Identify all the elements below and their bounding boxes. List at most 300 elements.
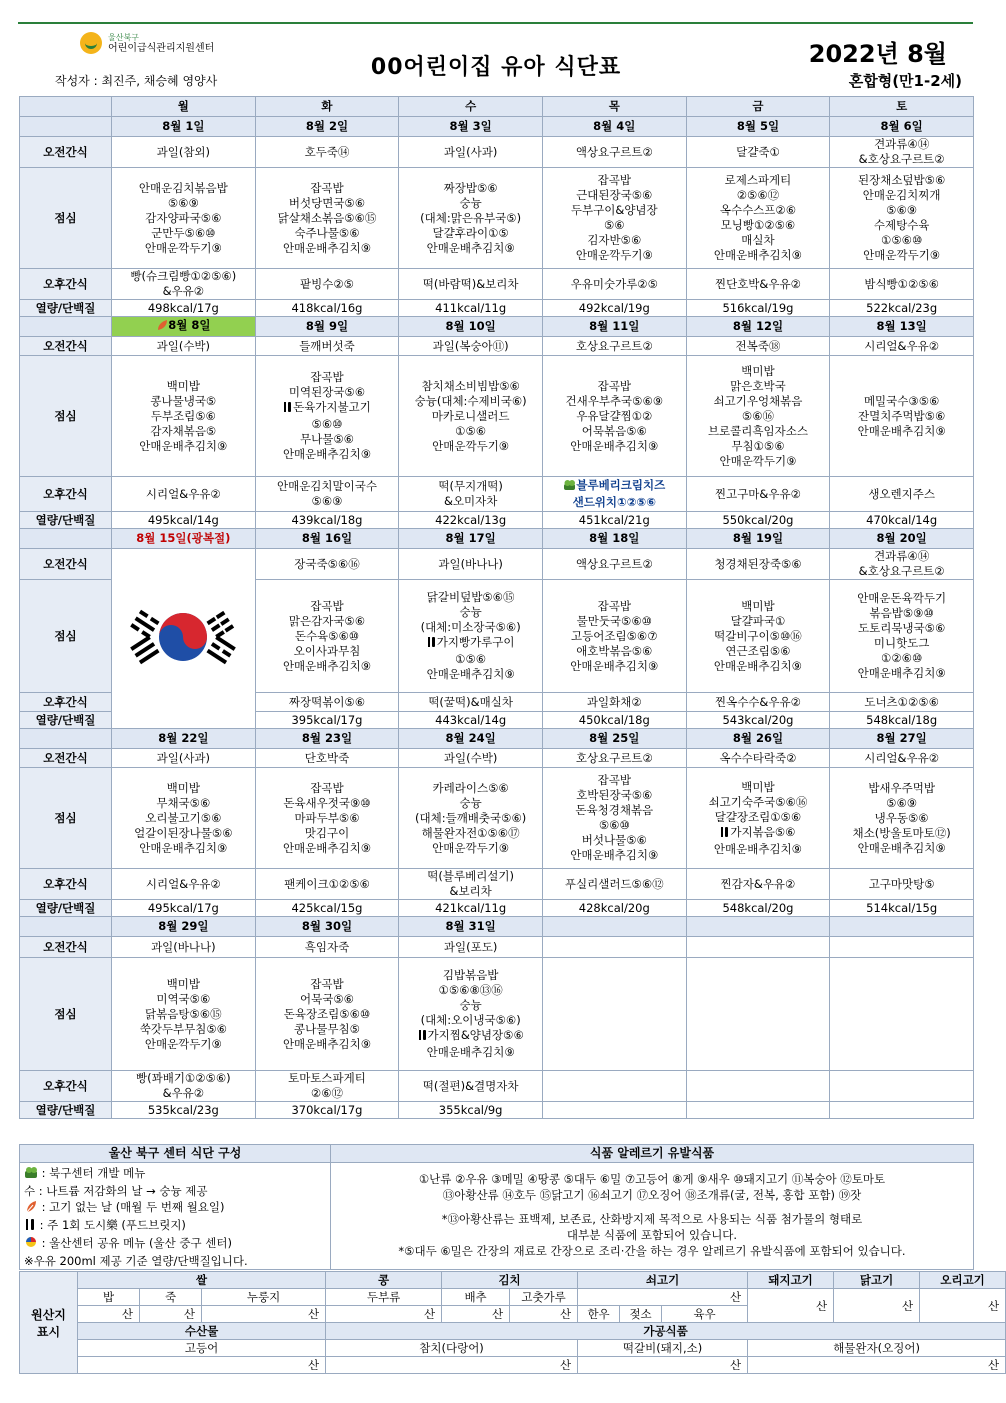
date-row-label bbox=[20, 317, 112, 337]
lunch-cell bbox=[399, 168, 543, 269]
lunch-cell bbox=[686, 168, 830, 269]
lunch-item: 메밀국수③⑤⑥ bbox=[863, 393, 940, 408]
date-text: 8월 31일 bbox=[445, 919, 496, 933]
pm-snack-cell: 찐고구마&우유② bbox=[686, 477, 830, 512]
lunch-item: ⑤⑥⑯ bbox=[741, 408, 775, 423]
origin-item-rice: 밥 bbox=[78, 1289, 140, 1306]
lunch-cell bbox=[686, 356, 830, 477]
origin-item-seafood-ball-cell bbox=[748, 1340, 1006, 1374]
kcal-cell: 550kcal/20g bbox=[686, 512, 830, 529]
date-row-label bbox=[20, 729, 112, 749]
lunch-cell bbox=[255, 768, 399, 869]
date-text: 8월 1일 bbox=[162, 119, 205, 133]
am-snack-cell: 과일(바나나) bbox=[112, 937, 256, 958]
lunch-item: 안매운배추김치⑨ bbox=[857, 840, 946, 855]
date-cell bbox=[255, 117, 399, 137]
kcal-label: 열량/단백질 bbox=[20, 900, 112, 917]
lunch-item: 버섯나물⑤⑥ bbox=[581, 833, 647, 847]
date-cell bbox=[399, 117, 543, 137]
pm-snack-cell: 블루베리크림치즈 샌드위치①②⑤⑥ bbox=[542, 477, 686, 512]
lunch-item: 안매운배추김치⑨ bbox=[139, 840, 228, 855]
weekday-2: 수 bbox=[399, 97, 543, 117]
pm-snack-label: 오후간식 bbox=[20, 693, 112, 712]
pm-snack-cell: 토마토스파게티 ②⑥⑫ bbox=[255, 1071, 399, 1102]
korean-flag-icon bbox=[113, 577, 253, 697]
date-cell bbox=[112, 117, 256, 137]
lunch-cell bbox=[686, 768, 830, 869]
lunch-label: 점심 bbox=[20, 168, 112, 269]
lunch-item: 돈수육⑤⑥⑩ bbox=[294, 628, 360, 643]
lunch-item: 가지볶음⑤⑥ bbox=[689, 825, 828, 842]
lunch-cell bbox=[112, 958, 256, 1071]
menu-table bbox=[19, 96, 974, 1119]
lunch-item: 돈육장조림⑤⑥⑩ bbox=[283, 1006, 371, 1021]
pm-snack-label: 오후간식 bbox=[20, 477, 112, 512]
date-text: 8월 15일(광복절) bbox=[136, 531, 231, 545]
date-row bbox=[20, 529, 974, 549]
lunch-item: 달걀장조림①⑤⑥ bbox=[714, 809, 802, 824]
lunch-item: 무침①⑤⑥ bbox=[731, 438, 785, 453]
lunch-item: 미역된장국⑤⑥ bbox=[288, 385, 366, 399]
date-text: 8월 27일 bbox=[876, 731, 927, 745]
empty-cell bbox=[830, 1071, 974, 1102]
empty-cell bbox=[830, 1102, 974, 1119]
am-snack-cell: 옥수수타락죽② bbox=[686, 749, 830, 768]
kcal-cell: 422kcal/13g bbox=[399, 512, 543, 529]
lunch-item: 돈육청경채볶음 bbox=[575, 803, 654, 817]
am-snack-cell: 흑임자죽 bbox=[255, 937, 399, 958]
date-text: 8월 30일 bbox=[301, 919, 353, 933]
lunch-item: 떡갈비구이⑤⑩⑯ bbox=[714, 628, 802, 643]
pm-snack-cell: 찐옥수수&우유② bbox=[686, 693, 830, 712]
lunch-item: ①⑤⑥⑧⑬⑯ bbox=[438, 983, 503, 997]
empty-cell bbox=[542, 1071, 686, 1102]
lunch-item: 가지빵가루구이 bbox=[401, 635, 540, 652]
empty-cell bbox=[686, 1102, 830, 1119]
date-cell bbox=[255, 529, 399, 549]
pm-snack-cell: 시리얼&우유② bbox=[112, 477, 256, 512]
date-cell bbox=[112, 729, 256, 749]
date-cell bbox=[399, 529, 543, 549]
lunch-item: 안매운배추김치⑨ bbox=[570, 438, 659, 453]
kcal-label: 열량/단백질 bbox=[20, 712, 112, 729]
am-snack-cell: 들깨버섯죽 bbox=[255, 337, 399, 356]
origin-item-cabbage: 배추 bbox=[442, 1289, 510, 1306]
lunch-item: 마카로니샐러드 bbox=[431, 408, 510, 423]
legend-item-milk-note: ※우유 200ml 제공 기준 열량/단백질입니다. bbox=[24, 1254, 248, 1268]
date-cell bbox=[686, 729, 830, 749]
empty-cell bbox=[830, 937, 974, 958]
lunch-item: ①⑤⑥ bbox=[455, 423, 487, 438]
corner-cell bbox=[20, 97, 112, 117]
header-rule bbox=[18, 22, 973, 24]
lunch-item: 잔멸치주먹밥⑤⑥ bbox=[858, 408, 946, 423]
am-snack-label: 오전간식 bbox=[20, 749, 112, 768]
lunch-item: 안매운김치찌개 bbox=[862, 188, 941, 202]
lunch-item: 백미밥 bbox=[166, 378, 200, 393]
allergen-note-3: *⑤대두 ⑥밀은 간장의 재료로 간장으로 조리·간을 하는 경우 알레르기 유발식품에 포함되어 있습니다. bbox=[398, 1244, 906, 1258]
pm-snack-cell: 찐단호박&우유② bbox=[686, 269, 830, 300]
lunch-item: 안매운배추김치⑨ bbox=[426, 240, 515, 255]
kcal-cell: 495kcal/14g bbox=[112, 512, 256, 529]
kcal-cell: 535kcal/23g bbox=[112, 1102, 256, 1119]
origin-item-seafood-ball: 해물완자(오징어) bbox=[833, 1341, 920, 1355]
leaf-icon bbox=[24, 1200, 38, 1217]
pm-snack-cell: 밤식빵①②⑤⑥ bbox=[830, 269, 974, 300]
date-text: 8월 19일 bbox=[732, 531, 784, 545]
lunch-item: 참치채소비빔밥⑤⑥ bbox=[421, 378, 520, 393]
weekday-header-row bbox=[20, 97, 974, 117]
lunch-label: 점심 bbox=[20, 768, 112, 869]
origin-item-yukwoo: 육우 bbox=[662, 1306, 748, 1323]
lunch-item: 숭늉(대체:수제비국⑥) bbox=[414, 393, 527, 408]
date-text: 8월 5일 bbox=[736, 119, 780, 133]
am-snack-cell: 과일(복숭아⑪) bbox=[399, 337, 543, 356]
origin-item-tteokgalbi: 떡갈비(돼지,소) bbox=[622, 1341, 703, 1355]
am-snack-cell: 과일(참외) bbox=[112, 137, 256, 168]
legend-section bbox=[19, 1144, 974, 1270]
date-text: 8월 8일 bbox=[168, 318, 211, 332]
lunch-item: 안매운배추김치⑨ bbox=[282, 447, 372, 461]
lunch-item: 숭늉 bbox=[459, 605, 482, 619]
lunch-item: 맑은호박국 bbox=[730, 378, 786, 393]
lunch-item: 백미밥 bbox=[741, 363, 775, 378]
lunch-item: 안매운깍두기⑨ bbox=[719, 453, 797, 468]
lunch-item: 군만두⑤⑥⑩ bbox=[151, 225, 216, 240]
lunch-row bbox=[20, 768, 974, 869]
origin-value-tuna: 산 bbox=[326, 1356, 577, 1373]
lunch-item: 잡곡밥 bbox=[310, 180, 344, 195]
origin-item-porridge: 죽 bbox=[140, 1289, 202, 1306]
date-cell bbox=[830, 729, 974, 749]
lunch-item: ⑤⑥⑩ bbox=[598, 818, 630, 832]
lunch-item: 김자반⑤⑥ bbox=[587, 233, 642, 247]
lunch-item: 안매운깍두기⑨ bbox=[432, 840, 510, 855]
lunch-item: ②⑤⑥⑫ bbox=[736, 188, 780, 202]
lunch-item: 감자채볶음⑤ bbox=[150, 423, 217, 438]
lunch-item: 안매운배추김치⑨ bbox=[282, 1036, 372, 1051]
lunch-item: 오리불고기⑤⑥ bbox=[145, 810, 222, 825]
weekday-0: 월 bbox=[112, 97, 256, 117]
lunch-item: 밥새우주먹밥 bbox=[868, 780, 935, 795]
date-row bbox=[20, 317, 974, 337]
lunch-item: 안매운돈육깍두기 bbox=[857, 591, 947, 605]
lunch-item: 얼갈이된장나물⑤⑥ bbox=[134, 825, 233, 840]
date-cell bbox=[255, 729, 399, 749]
origin-value-chicken: 산 bbox=[834, 1289, 920, 1323]
legend-right-title: 식품 알레르기 유발식품 bbox=[331, 1145, 973, 1163]
pm-snack-cell: 고구마맛탕⑤ bbox=[830, 869, 974, 900]
date-cell bbox=[542, 729, 686, 749]
lunch-item: 모닝빵①②⑤⑥ bbox=[720, 218, 796, 232]
origin-table bbox=[19, 1271, 1006, 1374]
am-snack-row bbox=[20, 549, 974, 580]
lunch-item: 잡곡밥 bbox=[597, 378, 631, 393]
pinwheel-icon bbox=[24, 1236, 38, 1253]
lunch-item: ⑤⑥⑨ bbox=[886, 795, 918, 810]
am-snack-cell: 과일(사과) bbox=[399, 137, 543, 168]
allergen-note-1: *⑬아황산류는 표백제, 보존료, 산화방지제 목적으로 사용되는 식품 첨가물의 형태로 bbox=[441, 1212, 863, 1226]
origin-group-duck: 오리고기 bbox=[920, 1272, 1006, 1289]
pm-snack-cell: 도너츠①②⑤⑥ bbox=[830, 693, 974, 712]
lunch-label: 점심 bbox=[20, 958, 112, 1071]
lunch-item: 호박된장국⑤⑥ bbox=[576, 788, 653, 802]
kcal-row bbox=[20, 300, 974, 317]
date-text: 8월 16일 bbox=[301, 531, 353, 545]
lunch-item: 안매운깍두기⑨ bbox=[863, 248, 941, 262]
origin-group-pork: 돼지고기 bbox=[748, 1272, 834, 1289]
lunch-item: (대체:오이냉국⑤⑥) bbox=[420, 1013, 521, 1027]
am-snack-cell: 달걀죽① bbox=[686, 137, 830, 168]
allergen-list-2: ⑬아황산류 ⑭호두 ⑮닭고기 ⑯쇠고기 ⑰오징어 ⑱조개류(굴, 전복, 홍합 포함) ⑲잣 bbox=[442, 1188, 862, 1202]
date-cell bbox=[255, 317, 399, 337]
author-line: 작성자 : 최진주, 채승혜 영양사 bbox=[55, 74, 218, 88]
lunch-cell bbox=[255, 356, 399, 477]
date-row-label bbox=[20, 529, 112, 549]
date-text: 8월 17일 bbox=[445, 531, 496, 545]
lunch-item: 돈육가지불고기 bbox=[258, 400, 397, 417]
pm-snack-cell: 생오렌지주스 bbox=[830, 477, 974, 512]
lunch-item: (대체:맑은유부국⑤) bbox=[420, 210, 522, 225]
legend-item-lunchbox: : 주 1회 도시樂 (푸드브릿지) bbox=[24, 1217, 326, 1235]
date-text: 8월 22일 bbox=[158, 731, 209, 745]
origin-value-pork: 산 bbox=[748, 1289, 834, 1323]
origin-group-chicken: 닭고기 bbox=[834, 1272, 920, 1289]
origin-value-rice: 산 bbox=[78, 1306, 140, 1323]
am-snack-row bbox=[20, 137, 974, 168]
kcal-cell: 411kcal/11g bbox=[399, 300, 543, 317]
pm-snack-cell: 떡(바람떡)&보리차 bbox=[399, 269, 543, 300]
pm-snack-label: 오후간식 bbox=[20, 269, 112, 300]
lunch-item: 콩나물무침⑤ bbox=[294, 1021, 360, 1036]
date-cell bbox=[542, 917, 686, 937]
lunch-item: 채소(방울토마토⑫) bbox=[852, 825, 951, 840]
pm-snack-cell: 빵(슈크림빵①②⑤⑥) &우유② bbox=[112, 269, 256, 300]
kcal-label: 열량/단백질 bbox=[20, 300, 112, 317]
lunch-item: 건새우부추국⑤⑥⑨ bbox=[565, 393, 664, 408]
am-snack-cell: 장국죽⑤⑥⑯ bbox=[255, 549, 399, 580]
kcal-cell: 439kcal/18g bbox=[255, 512, 399, 529]
pm-snack-cell: 우유미숫가루②⑤ bbox=[542, 269, 686, 300]
am-snack-row bbox=[20, 749, 974, 768]
date-text: 8월 29일 bbox=[158, 919, 209, 933]
lunch-item: 콩나물냉국⑤ bbox=[150, 393, 217, 408]
lunch-item: 숭늉 bbox=[459, 795, 482, 810]
lunch-item: 애호박볶음⑤⑥ bbox=[576, 643, 653, 658]
pm-snack-row bbox=[20, 869, 974, 900]
am-snack-cell: 과일(포도) bbox=[399, 937, 543, 958]
lunch-item: 김밥볶음밥 bbox=[442, 968, 499, 982]
empty-cell bbox=[686, 937, 830, 958]
lunch-item: 안매운김치볶음밥 bbox=[138, 180, 228, 195]
origin-value-beef-top: 산 bbox=[578, 1289, 748, 1306]
lunchbox-fork-icon bbox=[418, 1029, 428, 1045]
lunch-label: 점심 bbox=[20, 356, 112, 477]
lunch-item: 달걀파국① bbox=[730, 613, 786, 628]
lunch-item: 오이사과무침 bbox=[293, 643, 361, 658]
allergen-legend bbox=[331, 1144, 974, 1270]
lunch-item: 어묵볶음⑤⑥ bbox=[581, 423, 647, 438]
lunch-item: 숭늉 bbox=[459, 195, 482, 210]
page-header bbox=[0, 0, 992, 95]
kcal-row bbox=[20, 1102, 974, 1119]
origin-group-beef: 쇠고기 bbox=[578, 1272, 748, 1289]
page-title: 00어린이집 유아 식단표 bbox=[370, 55, 622, 80]
weekday-4: 금 bbox=[686, 97, 830, 117]
empty-cell bbox=[542, 1102, 686, 1119]
lunch-item: 백미밥 bbox=[166, 780, 200, 795]
lunchbox-fork-icon bbox=[283, 401, 293, 417]
date-cell bbox=[830, 917, 974, 937]
lunch-item: 두부구이&양념장 bbox=[570, 203, 658, 217]
lunch-item: 된장채소덮밥⑤⑥ bbox=[858, 173, 946, 187]
am-snack-row bbox=[20, 937, 974, 958]
origin-item-tteokgalbi-cell bbox=[578, 1340, 748, 1374]
date-text: 8월 12일 bbox=[732, 319, 784, 333]
origin-value-seafood-ball: 산 bbox=[748, 1356, 1005, 1373]
origin-value-duck: 산 bbox=[920, 1289, 1006, 1323]
allergen-list-1: ①난류 ②우유 ③메밀 ④땅콩 ⑤대두 ⑥밀 ⑦고등어 ⑧게 ⑨새우 ⑩돼지고기 ⑪복숭아 ⑫토마토 bbox=[418, 1172, 886, 1186]
lunch-cell bbox=[542, 356, 686, 477]
lunch-item: 안매운깍두기⑨ bbox=[432, 438, 510, 453]
pm-snack-cell: 떡(꿀떡)&매실차 bbox=[399, 693, 543, 712]
origin-value-chili: 산 bbox=[510, 1306, 578, 1323]
lunch-item: (대체:미소장국⑤⑥) bbox=[420, 620, 521, 634]
origin-seafood-label: 수산물 bbox=[78, 1323, 326, 1340]
origin-value-nurungji: 산 bbox=[202, 1306, 326, 1323]
lunch-item: 닭갈비덮밥⑤⑥⑮ bbox=[426, 590, 515, 604]
lunch-item: 안매운배추김치⑨ bbox=[713, 841, 802, 856]
origin-side-label: 원산지 표시 bbox=[20, 1272, 78, 1374]
kcal-row bbox=[20, 900, 974, 917]
empty-cell bbox=[686, 1071, 830, 1102]
date-cell bbox=[399, 317, 543, 337]
am-snack-cell: 호상요구르트② bbox=[542, 337, 686, 356]
lunch-item: ①⑤⑥⑩ bbox=[881, 233, 923, 247]
origin-processed-label: 가공식품 bbox=[326, 1323, 1006, 1340]
am-snack-cell: 시리얼&우유② bbox=[830, 749, 974, 768]
lunch-item: 안매운배추김치⑨ bbox=[426, 667, 515, 681]
am-snack-cell: 시리얼&우유② bbox=[830, 337, 974, 356]
date-cell bbox=[686, 117, 830, 137]
lunch-item: 잡곡밥 bbox=[310, 976, 344, 991]
pm-snack-cell: 짜장떡볶이⑤⑥ bbox=[255, 693, 399, 712]
pm-snack-cell: 떡(무지개떡) &오미자차 bbox=[399, 477, 543, 512]
pm-snack-row bbox=[20, 1071, 974, 1102]
kcal-cell: 418kcal/16g bbox=[255, 300, 399, 317]
lunch-cell bbox=[830, 580, 974, 693]
legend-item-low-sodium: 수 : 나트륨 저감화의 날 → 숭늉 제공 bbox=[24, 1184, 208, 1198]
lunch-item: 맑은감자국⑤⑥ bbox=[288, 613, 366, 628]
pm-snack-cell: 찐감자&우유② bbox=[686, 869, 830, 900]
date-cell bbox=[112, 917, 256, 937]
lunch-cell bbox=[542, 580, 686, 693]
lunch-cell bbox=[399, 958, 543, 1071]
legend-item-shared-menu: : 울산센터 공유 메뉴 (울산 중구 센터) bbox=[24, 1235, 326, 1253]
date-row-label bbox=[20, 117, 112, 137]
lunch-cell bbox=[830, 356, 974, 477]
lunch-item: 안매운배추김치⑨ bbox=[713, 658, 802, 673]
date-cell bbox=[399, 729, 543, 749]
date-cell bbox=[112, 529, 256, 549]
lunch-item: 달걀후라이①⑤ bbox=[432, 225, 509, 240]
menu-composition-legend bbox=[19, 1144, 331, 1270]
weekday-1: 화 bbox=[255, 97, 399, 117]
lunch-row bbox=[20, 168, 974, 269]
am-snack-cell: 액상요구르트② bbox=[542, 549, 686, 580]
date-cell bbox=[542, 117, 686, 137]
date-text: 8월 11일 bbox=[589, 319, 640, 333]
date-row bbox=[20, 117, 974, 137]
lunch-item: 잡곡밥 bbox=[597, 773, 631, 787]
date-cell bbox=[112, 317, 256, 337]
lunch-item: 안매운배추김치⑨ bbox=[570, 848, 659, 862]
pm-snack-cell: 빵(꽈배기①②⑤⑥) &우유② bbox=[112, 1071, 256, 1102]
date-text: 8월 6일 bbox=[880, 119, 923, 133]
lunch-cell bbox=[255, 580, 399, 693]
origin-value-tteokgalbi: 산 bbox=[578, 1356, 747, 1373]
center-menu-icon bbox=[563, 479, 576, 495]
lunch-item: 안매운깍두기⑨ bbox=[575, 248, 653, 262]
origin-value-tofu: 산 bbox=[326, 1306, 442, 1323]
lunch-item: 안매운배추김치⑨ bbox=[139, 438, 228, 453]
date-text: 8월 24일 bbox=[445, 731, 496, 745]
am-snack-row bbox=[20, 337, 974, 356]
date-cell bbox=[830, 529, 974, 549]
date-cell bbox=[255, 917, 399, 937]
kcal-row bbox=[20, 512, 974, 529]
lunch-item: 냉우동⑤⑥ bbox=[874, 810, 929, 825]
lunch-item: ⑤⑥⑩ bbox=[311, 417, 343, 431]
kcal-cell: 548kcal/20g bbox=[686, 900, 830, 917]
kcal-cell: 451kcal/21g bbox=[542, 512, 686, 529]
kcal-cell: 425kcal/15g bbox=[255, 900, 399, 917]
kcal-cell: 470kcal/14g bbox=[830, 512, 974, 529]
lunch-item: 카레라이스⑤⑥ bbox=[432, 780, 509, 795]
origin-item-chili: 고춧가루 bbox=[510, 1289, 578, 1306]
menu-type: 혼합형(만1-2세) bbox=[848, 72, 962, 90]
lunch-cell bbox=[542, 768, 686, 869]
kcal-cell: 395kcal/17g bbox=[255, 712, 399, 729]
pm-snack-cell: 푸실리샐러드⑤⑥⑫ bbox=[542, 869, 686, 900]
pm-snack-row bbox=[20, 269, 974, 300]
lunch-item: 수제탕수육 bbox=[873, 218, 930, 232]
date-cell bbox=[542, 317, 686, 337]
empty-cell bbox=[686, 958, 830, 1071]
origin-item-tofu: 두부류 bbox=[326, 1289, 442, 1306]
pm-snack-cell: 과일화채② bbox=[542, 693, 686, 712]
lunch-item: 물만둣국⑤⑥⑩ bbox=[576, 613, 652, 628]
lunch-item: 돈육새우젓국⑨⑩ bbox=[283, 795, 371, 810]
lunch-item: 우유달걀찜①② bbox=[576, 408, 653, 423]
am-snack-cell: 단호박죽 bbox=[255, 749, 399, 768]
date-row bbox=[20, 729, 974, 749]
lunch-item: 매실차 bbox=[741, 233, 775, 247]
lunch-item: 근대된장국⑤⑥ bbox=[576, 188, 653, 202]
kcal-cell: 495kcal/17g bbox=[112, 900, 256, 917]
am-snack-cell: 과일(수박) bbox=[112, 337, 256, 356]
lunch-item: 볶음밥⑤⑨⑩ bbox=[869, 606, 934, 620]
lunch-item: 백미밥 bbox=[166, 976, 200, 991]
lunch-item: 미역국⑤⑥ bbox=[156, 991, 211, 1006]
origin-item-hanwoo: 한우 bbox=[578, 1306, 620, 1323]
pm-snack-row bbox=[20, 477, 974, 512]
lunch-item: 닭살채소볶음⑤⑥⑮ bbox=[277, 210, 377, 225]
origin-group-rice: 쌀 bbox=[78, 1272, 326, 1289]
lunch-item: ⑤⑥⑨ bbox=[167, 195, 199, 210]
date-cell bbox=[686, 529, 830, 549]
kcal-cell: 370kcal/17g bbox=[255, 1102, 399, 1119]
